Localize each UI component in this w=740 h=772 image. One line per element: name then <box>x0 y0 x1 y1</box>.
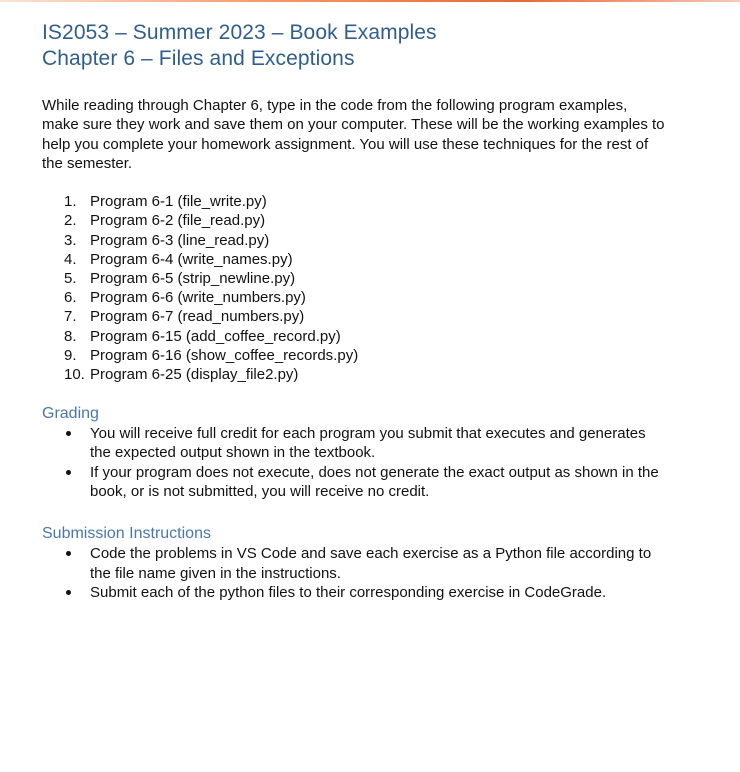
list-number: 8. <box>64 327 77 345</box>
list-item <box>42 463 665 502</box>
list-item-text: Program 6-16 (show_coffee_records.py) <box>90 346 359 364</box>
grading-list <box>42 424 702 501</box>
list-number: 7. <box>64 308 77 326</box>
list-item-text: You will receive full credit for each program you submit that executes and generates the expected output shown in the textbook. <box>90 425 646 462</box>
list-number: 3. <box>64 231 77 249</box>
list-item-text: Program 6-25 (display_file2.py) <box>90 365 299 383</box>
page-title <box>42 20 702 72</box>
document-page <box>42 20 702 602</box>
list-item-text: Program 6-5 (strip_newline.py) <box>90 269 296 287</box>
list-item-text: Submit each of the python files to their corresponding exercise in CodeGrade. <box>90 583 607 601</box>
title-line-2: Chapter 6 – Files and Exceptions <box>42 47 355 70</box>
list-item <box>42 424 665 463</box>
list-item <box>42 365 702 384</box>
grading-heading: Grading <box>42 405 99 423</box>
list-item-text: Program 6-3 (line_read.py) <box>90 231 270 249</box>
top-accent-rule <box>0 0 740 2</box>
list-number: 6. <box>64 289 77 307</box>
list-item <box>42 346 702 365</box>
title-line-1: IS2053 – Summer 2023 – Book Examples <box>42 21 437 44</box>
list-number: 1. <box>64 193 77 211</box>
list-number: 9. <box>64 346 77 364</box>
list-item-text: Program 6-6 (write_numbers.py) <box>90 289 306 307</box>
list-item <box>42 327 702 346</box>
list-item-text: Code the problems in VS Code and save each exercise as a Python file according to the file name given in the instructions. <box>90 545 652 582</box>
list-item-text: Program 6-15 (add_coffee_record.py) <box>90 327 341 345</box>
list-item <box>42 269 702 288</box>
list-item <box>42 231 702 250</box>
bullet-icon <box>66 590 71 595</box>
list-number: 5. <box>64 269 77 287</box>
bullet-icon <box>66 470 71 475</box>
list-item <box>42 288 702 307</box>
list-number: 2. <box>64 212 77 230</box>
list-item-text: Program 6-2 (file_read.py) <box>90 212 266 230</box>
bullet-icon <box>66 551 71 556</box>
list-item <box>42 211 702 230</box>
program-list <box>42 192 702 384</box>
list-item-text: If your program does not execute, does not generate the exact output as shown in the book, or is not submitted, you will receive no credit. <box>90 463 659 500</box>
list-number: 4. <box>64 250 77 268</box>
bullet-icon <box>66 431 71 436</box>
submission-heading: Submission Instructions <box>42 525 211 543</box>
list-item <box>42 583 665 602</box>
list-number: 10. <box>64 365 85 383</box>
list-item-text: Program 6-1 (file_write.py) <box>90 193 267 211</box>
list-item <box>42 250 702 269</box>
submission-list <box>42 544 702 602</box>
list-item <box>42 544 665 583</box>
intro-paragraph: While reading through Chapter 6, type in the code from the following program examples, make sure they work and save them on your computer. These will be the working examples to help you complete your homework assignment. You will use these techniques for the rest of the semester. <box>42 97 665 172</box>
list-item-text: Program 6-4 (write_names.py) <box>90 250 293 268</box>
list-item <box>42 192 702 211</box>
list-item <box>42 307 702 326</box>
list-item-text: Program 6-7 (read_numbers.py) <box>90 308 305 326</box>
